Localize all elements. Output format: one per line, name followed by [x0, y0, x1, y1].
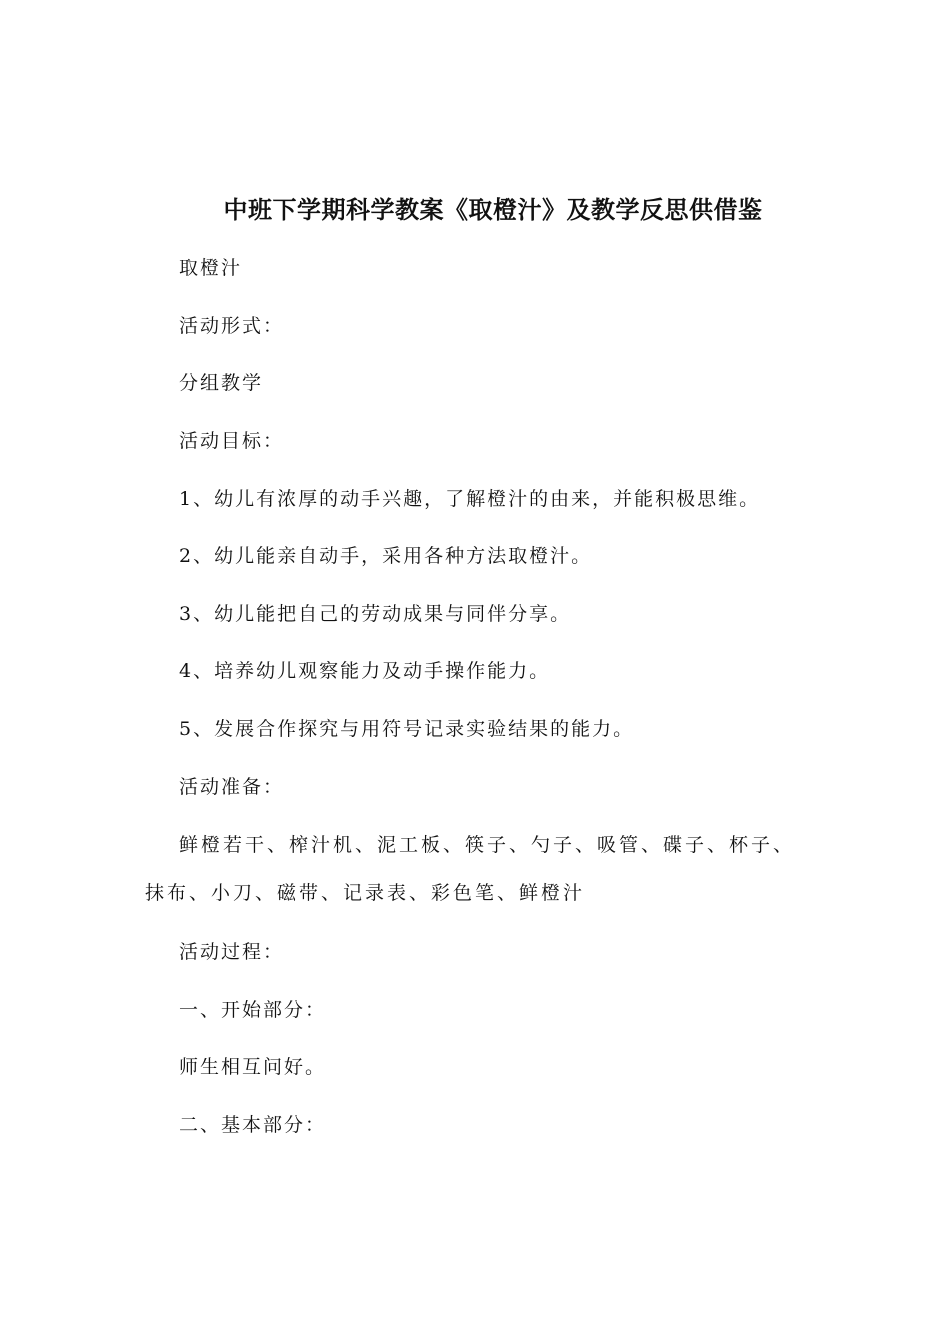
paragraph-part-two-heading: 二、基本部分： [179, 1114, 327, 1136]
paragraph-goal-2: 2、幼儿能亲自动手，采用各种方法取橙汁。 [179, 545, 593, 567]
paragraph-goal-3: 3、幼儿能把自己的劳动成果与同伴分享。 [179, 603, 572, 625]
paragraph-preparation-materials: 鲜橙若干、榨汁机、泥工板、筷子、勺子、吸管、碟子、杯子、抹布、小刀、磁带、记录表、彩色笔、鲜橙汁 [145, 834, 796, 904]
paragraph-goal-5: 5、发展合作探究与用符号记录实验结果的能力。 [179, 718, 635, 740]
paragraph-part-one-heading: 一、开始部分： [179, 999, 327, 1021]
paragraph-goal-1: 1、幼儿有浓厚的动手兴趣，了解橙汁的由来，并能积极思维。 [179, 488, 761, 510]
paragraph-goals-heading: 活动目标： [179, 430, 285, 452]
paragraph-topic: 取橙汁 [179, 257, 243, 279]
paragraph-activity-form: 分组教学 [179, 372, 264, 394]
paragraph-greeting: 师生相互问好。 [179, 1056, 327, 1078]
paragraph-preparation-heading: 活动准备： [179, 776, 285, 798]
paragraph-goal-4: 4、培养幼儿观察能力及动手操作能力。 [179, 660, 551, 682]
paragraph-process-heading: 活动过程： [179, 941, 285, 963]
paragraph-activity-form-heading: 活动形式： [179, 315, 285, 337]
document-title: 中班下学期科学教案《取橙汁》及教学反思供借鉴 [223, 196, 763, 224]
